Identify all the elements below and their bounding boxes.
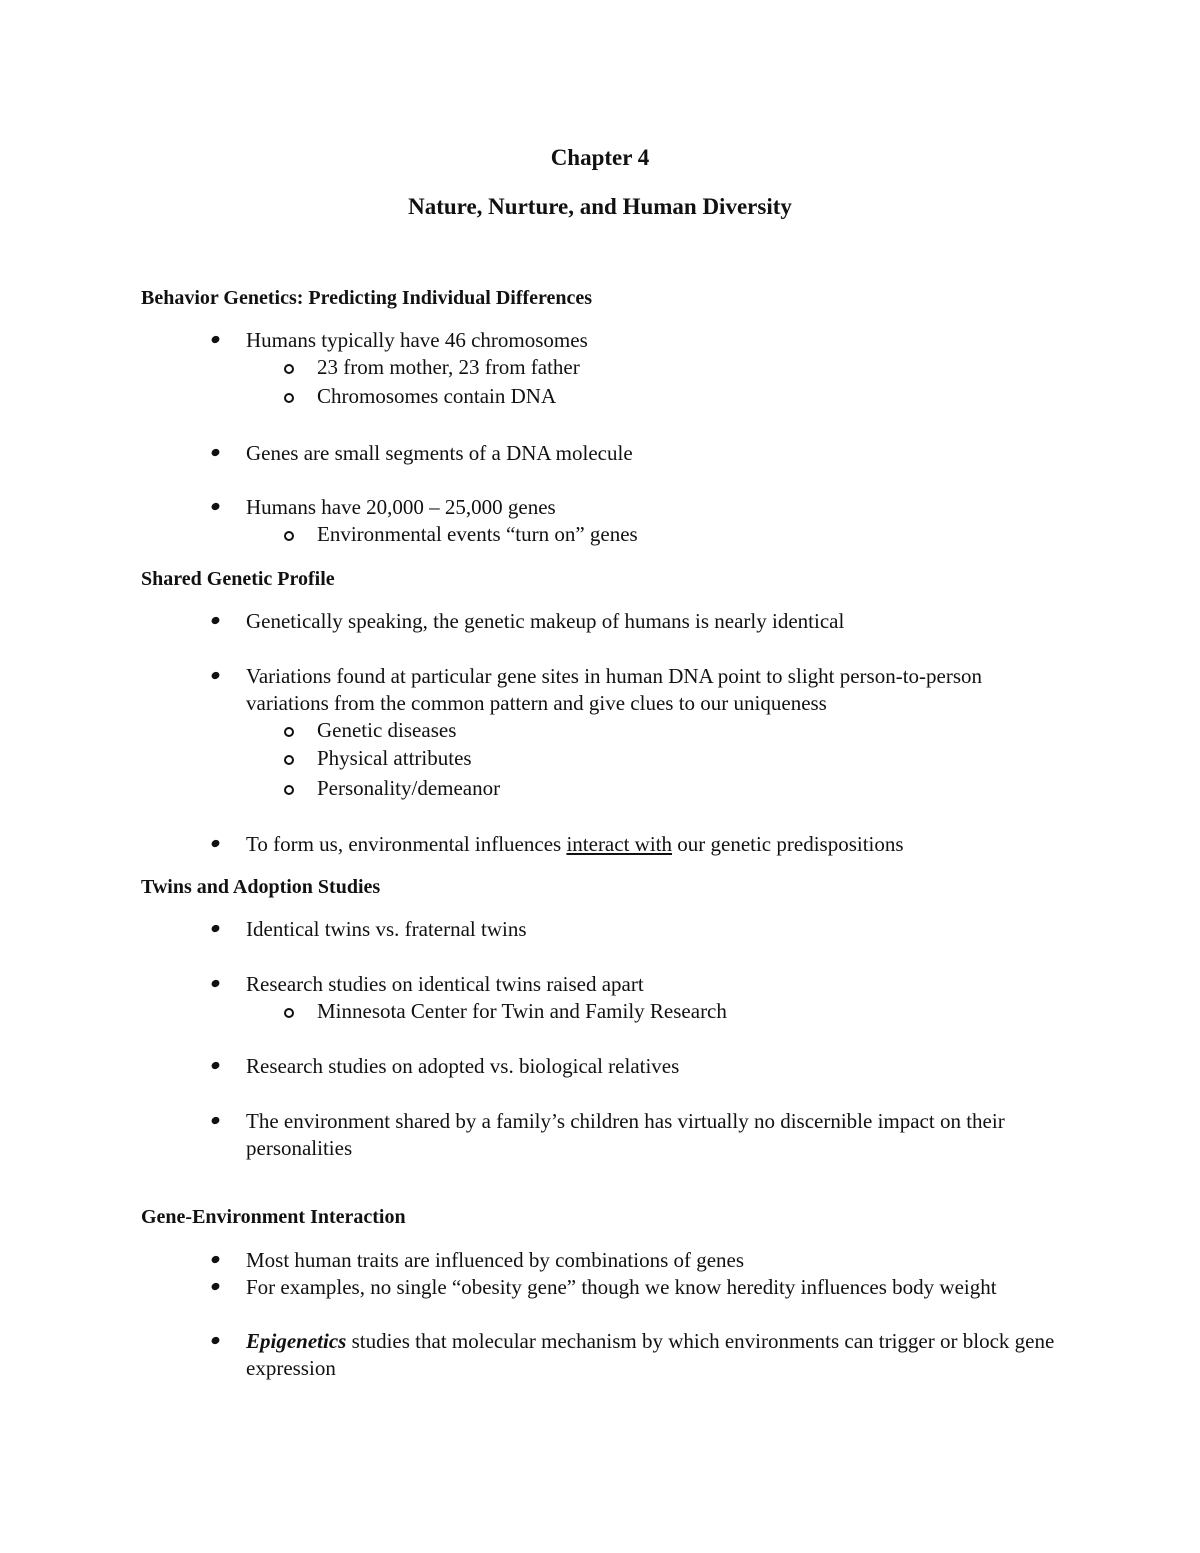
bullet-item: Research studies on adopted vs. biological relatives (246, 1053, 1066, 1080)
sub-bullet-item: Physical attributes (317, 745, 1077, 772)
bullet-item: Humans typically have 46 chromosomes (246, 327, 1066, 354)
bullet-item (246, 1328, 1066, 1382)
bullet-item: Variations found at particular gene sites in human DNA point to slight person-to-person variations from the common pattern and give clues to our uniqueness (246, 663, 1026, 717)
chapter-number: Chapter 4 (550, 145, 650, 170)
bullet-text: our genetic predispositions (672, 832, 904, 856)
sub-bullet-item: Chromosomes contain DNA (317, 383, 1077, 410)
bullet-item: Most human traits are influenced by combinations of genes (246, 1247, 1066, 1274)
sub-bullet-item: Genetic diseases (317, 717, 1077, 744)
sub-bullet-item: 23 from mother, 23 from father (317, 354, 1077, 381)
section-heading-behavior-genetics: Behavior Genetics: Predicting Individual Differences (141, 287, 593, 309)
sub-bullet-item: Minnesota Center for Twin and Family Research (317, 998, 1077, 1025)
section-heading-shared-genetic-profile: Shared Genetic Profile (141, 568, 335, 590)
underlined-phrase: interact with (566, 832, 672, 856)
sub-bullet-item: Environmental events “turn on” genes (317, 521, 1077, 548)
bullet-item: Identical twins vs. fraternal twins (246, 916, 1066, 943)
section-heading-twins-adoption: Twins and Adoption Studies (141, 876, 381, 898)
bullet-item: Research studies on identical twins raised apart (246, 971, 1066, 998)
bullet-item: The environment shared by a family’s children has virtually no discernible impact on their personalities (246, 1108, 1066, 1162)
bullet-item: Genes are small segments of a DNA molecule (246, 440, 1066, 467)
epigenetics-term: Epigenetics (246, 1329, 347, 1353)
bullet-item: Genetically speaking, the genetic makeup of humans is nearly identical (246, 608, 1066, 635)
sub-bullet-item: Personality/demeanor (317, 775, 1077, 802)
bullet-item: Humans have 20,000 – 25,000 genes (246, 494, 1066, 521)
bullet-item (246, 831, 1066, 858)
chapter-title: Nature, Nurture, and Human Diversity (408, 194, 792, 219)
bullet-item: For examples, no single “obesity gene” though we know heredity influences body weight (246, 1274, 1066, 1301)
bullet-text: studies that molecular mechanism by which environments can trigger or block gene expression (246, 1329, 1055, 1380)
bullet-text: To form us, environmental influences (246, 832, 567, 856)
section-heading-gene-environment: Gene-Environment Interaction (141, 1206, 406, 1228)
